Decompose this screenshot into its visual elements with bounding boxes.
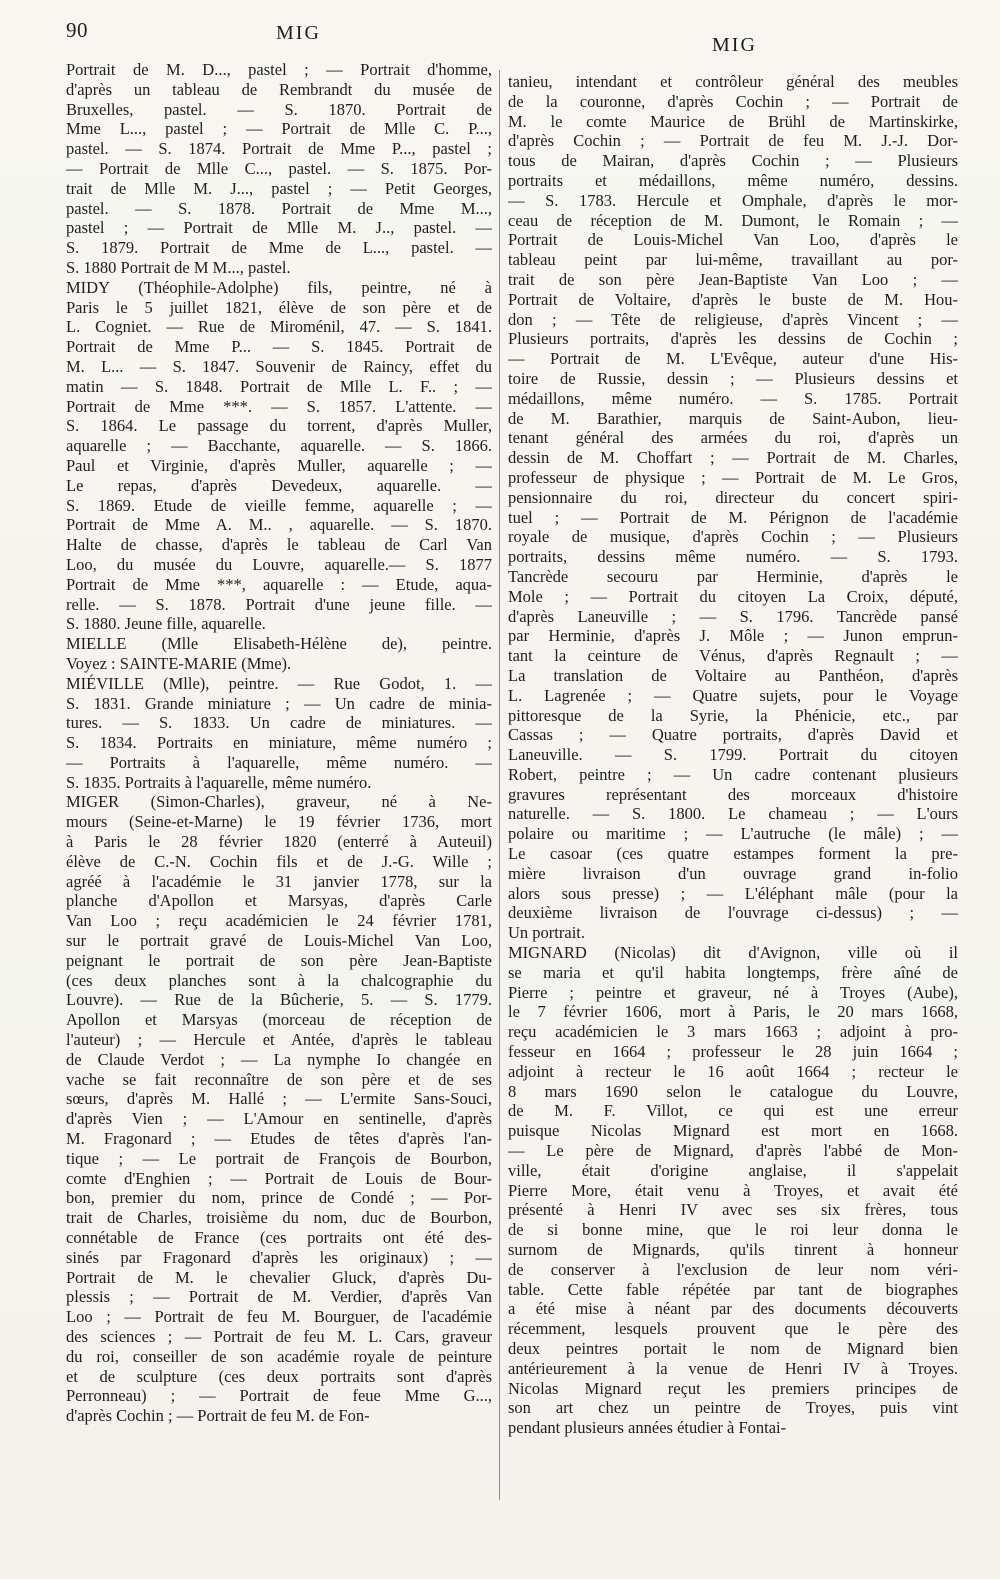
text-line: d'après Cochin ; — Portrait de feu M. de Fon- — [66, 1406, 370, 1426]
text-line: de M. F. Villot, ce qui est une erreur — [508, 1101, 958, 1121]
text-line: M. L... — S. 1847. Souvenir de Raincy, effet du — [66, 356, 492, 376]
text-line: de Claude Verdot ; — La nymphe Io changée en — [66, 1049, 492, 1069]
text-line: La translation de Voltaire au Panthéon, d'après — [508, 665, 958, 685]
text-line: toire de Russie, dessin ; — Plusieurs dessins et — [508, 368, 958, 388]
text-line: mière livraison d'un ouvrage grand in-folio — [508, 863, 958, 883]
text-line: Pierre ; peintre et graveur, né à Troyes (Aube), — [508, 982, 958, 1002]
text-line: S. 1835. Portraits à l'aquarelle, même numéro. — [66, 772, 372, 792]
text-line: S. 1880 Portrait de M M..., pastel. — [66, 257, 291, 277]
text-line: récemment, lesquels prouvent que le père des — [508, 1319, 958, 1339]
text-line: d'après Laneuville ; — S. 1796. Tancrède pansé — [508, 606, 958, 626]
text-line: vache se fait reconnaître de son père et de ses — [66, 1069, 492, 1089]
text-line: antérieurement à la venue de Henri IV à Troyes. — [508, 1358, 958, 1378]
text-line: portraits, dessins même numéro. — S. 1793. — [508, 547, 958, 567]
text-line: Mme L..., pastel ; — Portrait de Mlle C. P..., — [66, 119, 492, 139]
text-line: Portrait de Mme P... — S. 1845. Portrait de — [66, 337, 492, 357]
text-line: Bruxelles, pastel. — S. 1870. Portrait de — [66, 99, 492, 119]
text-line: pastel. — S. 1874. Portrait de Mme P..., pastel ; — [66, 139, 492, 159]
text-line: Cassas ; — Quatre portraits, d'après David et — [508, 725, 958, 745]
text-line: 8 mars 1690 selon le catalogue du Louvre, — [508, 1081, 958, 1101]
text-line: d'après Cochin ; — Portrait de feu M. J.-J. Dor- — [508, 131, 958, 151]
text-line: professeur de physique ; — Portrait de M. Le Gros, — [508, 467, 958, 487]
text-line: tableau peint par lui-même, travaillant au por- — [508, 250, 958, 270]
text-line: S. 1879. Portrait de Mme de L..., pastel. — — [66, 238, 492, 258]
text-line: trait de son père Jean-Baptiste Van Loo ; — — [508, 269, 958, 289]
text-line: tures. — S. 1833. Un cadre de miniatures. — — [66, 713, 492, 733]
text-line: royale de musique, d'après Cochin ; — Plusieurs — [508, 527, 958, 547]
text-line: M. le comte Maurice de Brühl de Martinskirke, — [508, 111, 958, 131]
text-line: adjoint à recteur le 16 août 1664 ; recteur le — [508, 1061, 958, 1081]
text-line: — Portrait de Mlle C..., pastel. — S. 1875. Por- — [66, 158, 492, 178]
text-line: Van Loo ; reçu académicien le 24 février 1781, — [66, 911, 492, 931]
text-line: sur le portrait gravé de Louis-Michel Van Loo, — [66, 931, 492, 951]
text-line: MIDY (Théophile-Adolphe) fils, peintre, né à — [66, 277, 492, 297]
text-line: trait de Charles, troisième du nom, duc de Bourbon, — [66, 1208, 492, 1228]
page-number: 90 — [66, 18, 88, 42]
text-line: l'auteur) ; — Hercule et Antée, d'après le tableau — [66, 1030, 492, 1050]
text-line: Portrait de Mme A. M.. , aquarelle. — S. 1870. — [66, 515, 492, 535]
text-line: le 7 février 1606, mort à Paris, le 20 mars 1668, — [508, 1002, 958, 1022]
text-line: MIGNARD (Nicolas) dit d'Avignon, ville où il — [508, 943, 958, 963]
text-line: portraits et médaillons, même numéro, dessins. — [508, 170, 958, 190]
text-line: — Portraits à l'aquarelle, même numéro. — — [66, 752, 492, 772]
text-line: médaillons, même numéro. — S. 1785. Portrait — [508, 388, 958, 408]
left-text-column — [66, 60, 492, 1426]
running-head-left: MIG — [276, 22, 321, 44]
text-line: de la couronne, d'après Cochin ; — Portrait de — [508, 91, 958, 111]
text-line: Pierre More, était venu à Troyes, et avait été — [508, 1180, 958, 1200]
text-line: M. Fragonard ; — Etudes de têtes d'après l'an- — [66, 1129, 492, 1149]
text-line: Portrait de Mme ***, aquarelle : — Etude, aqua- — [66, 574, 492, 594]
text-line: matin — S. 1848. Portrait de Mlle L. F.. ; — — [66, 376, 492, 396]
text-line: MIÉVILLE (Mlle), peintre. — Rue Godot, 1. — — [66, 673, 492, 693]
text-line: mours (Seine-et-Marne) le 19 février 1736, mort — [66, 812, 492, 832]
text-line: des sciences ; — Portrait de feu M. L. Cars, graveur — [66, 1327, 492, 1346]
text-line: deux peintres portait le nom de Mignard bien — [508, 1339, 958, 1358]
text-line: par Herminie, d'après J. Môle ; — Junon emprun- — [508, 626, 958, 646]
text-line: de M. Barathier, marquis de Saint-Aubon, lieu- — [508, 408, 958, 428]
text-line: d'après un tableau de Rembrandt du musée de — [66, 79, 492, 99]
text-line: pittoresque de la Syrie, la Phénicie, etc., par — [508, 705, 958, 725]
text-line: à Paris le 28 février 1820 (enterré à Auteuil) — [66, 832, 492, 852]
text-line: S. 1831. Grande miniature ; — Un cadre de minia- — [66, 693, 492, 713]
text-line: — Portrait de M. L'Evêque, auteur d'une His- — [508, 349, 958, 369]
text-line: — S. 1783. Hercule et Omphale, d'après le mor- — [508, 190, 958, 210]
text-line: du roi, conseiller de son académie royale de peinture — [66, 1346, 492, 1366]
text-line: reçu académicien le 3 mars 1663 ; adjoint à pro- — [508, 1022, 958, 1042]
text-line: alors sous presse) ; — L'éléphant mâle (pour la — [508, 883, 958, 903]
text-line: ceau de réception de M. Dumont, le Romain ; — — [508, 210, 958, 230]
text-line: Portrait de M. le chevalier Gluck, d'après Du- — [66, 1267, 492, 1287]
text-line: connétable de France (ces portraits ont été des- — [66, 1228, 492, 1248]
running-head-right: MIG — [712, 34, 757, 56]
text-line: polaire ou maritime ; — L'autruche (le mâle) ; — — [508, 824, 958, 844]
text-line: Plusieurs portraits, d'après les dessins de Cochin ; — [508, 329, 958, 349]
right-text-column — [508, 72, 958, 1438]
text-line: pastel ; — Portrait de Mlle M. J.., pastel. — — [66, 218, 492, 238]
text-line: Halte de chasse, d'après le tableau de Carl Van — [66, 535, 492, 555]
text-line: Portrait de Louis-Michel Van Loo, d'après le — [508, 230, 958, 250]
text-line: tique ; — Le portrait de François de Bourbon, — [66, 1148, 492, 1168]
text-line: Robert, peintre ; — Un cadre contenant plusieurs — [508, 764, 958, 784]
text-line: sœurs, d'après M. Hallé ; — L'ermite Sans-Souci, — [66, 1089, 492, 1109]
text-line: pendant plusieurs années étudier à Fontai- — [508, 1418, 787, 1438]
text-line: peignant le portrait de son père Jean-Baptiste — [66, 950, 492, 970]
text-line: d'après Vien ; — L'Amour en sentinelle, d'après — [66, 1109, 492, 1129]
text-line: pensionnaire du roi, directeur du concert spiri- — [508, 487, 958, 507]
text-line: Perronneau) ; — Portrait de feue Mme G..., — [66, 1386, 492, 1406]
text-line: naturelle. — S. 1800. Le chameau ; — L'ours — [508, 804, 958, 824]
text-line: dessin de M. Choffart ; — Portrait de M. Charles, — [508, 448, 958, 468]
column-divider — [499, 70, 500, 1500]
text-line: Tancrède secouru par Herminie, d'après le — [508, 566, 958, 586]
text-line: Voyez : SAINTE-MARIE (Mme). — [66, 653, 292, 673]
text-line: puisque Nicolas Mignard est mort en 1668. — [508, 1121, 958, 1141]
text-line: se maria et qu'il habita longtemps, frère aîné de — [508, 962, 958, 982]
text-line: Le casoar (ces quatre estampes forment la pre- — [508, 844, 958, 864]
text-line: bon, premier du nom, prince de Condé ; — Por- — [66, 1188, 492, 1208]
text-line: Portrait de Mme ***. — S. 1857. L'attente. — — [66, 396, 492, 416]
text-line: S. 1880. Jeune fille, aquarelle. — [66, 614, 266, 634]
text-line: tenant général des armées du roi, d'après un — [508, 428, 958, 448]
text-line: trait de Mlle M. J..., pastel ; — Petit Georges, — [66, 178, 492, 198]
text-line: sinés par Fragonard d'après les originaux) ; — — [66, 1247, 492, 1267]
text-line: L. Cogniet. — Rue de Miroménil, 47. — S. 1841. — [66, 317, 492, 337]
text-line: Apollon et Marsyas (morceau de réception de — [66, 1010, 492, 1030]
text-line: L. Lagrenée ; — Quatre sujets, pour le Voyage — [508, 685, 958, 705]
text-line: pastel. — S. 1878. Portrait de Mme M..., — [66, 198, 492, 218]
text-line: (ces deux planches sont à la chalcographie du — [66, 970, 492, 990]
text-line: de conserver à l'exclusion de leur nom véri- — [508, 1259, 958, 1279]
text-line: Louvre). — Rue de la Bûcherie, 5. — S. 1779. — [66, 990, 492, 1010]
text-line: deuxième livraison de l'ouvrage ci-dessus) ; — — [508, 903, 958, 923]
text-line: MIELLE (Mlle Elisabeth-Hélène de), peintre. — [66, 634, 492, 654]
text-line: gravures représentant des morceaux d'histoire — [508, 784, 958, 804]
text-line: fesseur en 1664 ; professeur le 28 juin 1664 ; — [508, 1042, 958, 1062]
text-line: élève de C.-N. Cochin fils et de J.-G. Wille ; — [66, 851, 492, 871]
text-line: surnom de Mignards, qu'ils tinrent à honneur — [508, 1240, 958, 1260]
text-line: tous de Mairan, d'après Cochin ; — Plusieurs — [508, 151, 958, 171]
text-line: Portrait de Voltaire, d'après le buste de M. Hou- — [508, 289, 958, 309]
text-line: S. 1834. Portraits en miniature, même numéro ; — [66, 733, 492, 753]
text-line: tanieu, intendant et contrôleur général des meubles — [508, 72, 958, 91]
text-line: tuel ; — Portrait de M. Pérignon de l'académie — [508, 507, 958, 527]
text-line: plessis ; — Portrait de M. Verdier, d'après Van — [66, 1287, 492, 1307]
text-line: Portrait de M. D..., pastel ; — Portrait d'homme, — [66, 60, 492, 79]
text-line: tant la ceinture de Vénus, d'après Regnault ; — — [508, 646, 958, 666]
text-line: aquarelle ; — Bacchante, aquarelle. — S. 1866. — [66, 436, 492, 456]
text-line: — Le père de Mignard, d'après l'abbé de Mon- — [508, 1141, 958, 1161]
text-line: Nicolas Mignard reçut les premiers principes de — [508, 1378, 958, 1398]
text-line: S. 1869. Etude de vieille femme, aquarelle ; — — [66, 495, 492, 515]
text-line: Mole ; — Portrait du citoyen La Croix, député, — [508, 586, 958, 606]
text-line: et de sculpture (ces deux portraits sont d'après — [66, 1366, 492, 1386]
text-line: agréé à l'académie le 31 janvier 1778, sur la — [66, 871, 492, 891]
text-line: planche d'Apollon et Marsyas, d'après Carle — [66, 891, 492, 911]
text-line: Le repas, d'après Devedeux, aquarelle. — — [66, 475, 492, 495]
text-line: Laneuville. — S. 1799. Portrait du citoyen — [508, 745, 958, 765]
text-line: a été mise à néant par des documents découverts — [508, 1299, 958, 1319]
text-line: son art chez un peintre de Troyes, puis vint — [508, 1398, 958, 1418]
text-line: Loo, du musée du Louvre, aquarelle.— S. 1877 — [66, 554, 492, 574]
text-line: Paul et Virginie, d'après Muller, aquarelle ; — — [66, 455, 492, 475]
text-line: S. 1864. Le passage du torrent, d'après Muller, — [66, 416, 492, 436]
text-line: Loo ; — Portrait de feu M. Bourguer, de l'académie — [66, 1307, 492, 1327]
text-line: relle. — S. 1878. Portrait d'une jeune fille. — — [66, 594, 492, 614]
text-line: de si bonne mine, que le roi leur donna le — [508, 1220, 958, 1240]
text-line: don ; — Tête de religieuse, d'après Vincent ; — — [508, 309, 958, 329]
text-line: MIGER (Simon-Charles), graveur, né à Ne- — [66, 792, 492, 812]
text-line: Paris le 5 juillet 1821, élève de son père et de — [66, 297, 492, 317]
text-line: présenté à Henri IV avec ses six frères, tous — [508, 1200, 958, 1220]
text-line: ville, était d'origine anglaise, il s'appelait — [508, 1160, 958, 1180]
text-line: comte d'Enghien ; — Portrait de Louis de Bour- — [66, 1168, 492, 1188]
text-line: table. Cette fable répétée par tant de biographes — [508, 1279, 958, 1299]
text-line: Un portrait. — [508, 923, 585, 943]
